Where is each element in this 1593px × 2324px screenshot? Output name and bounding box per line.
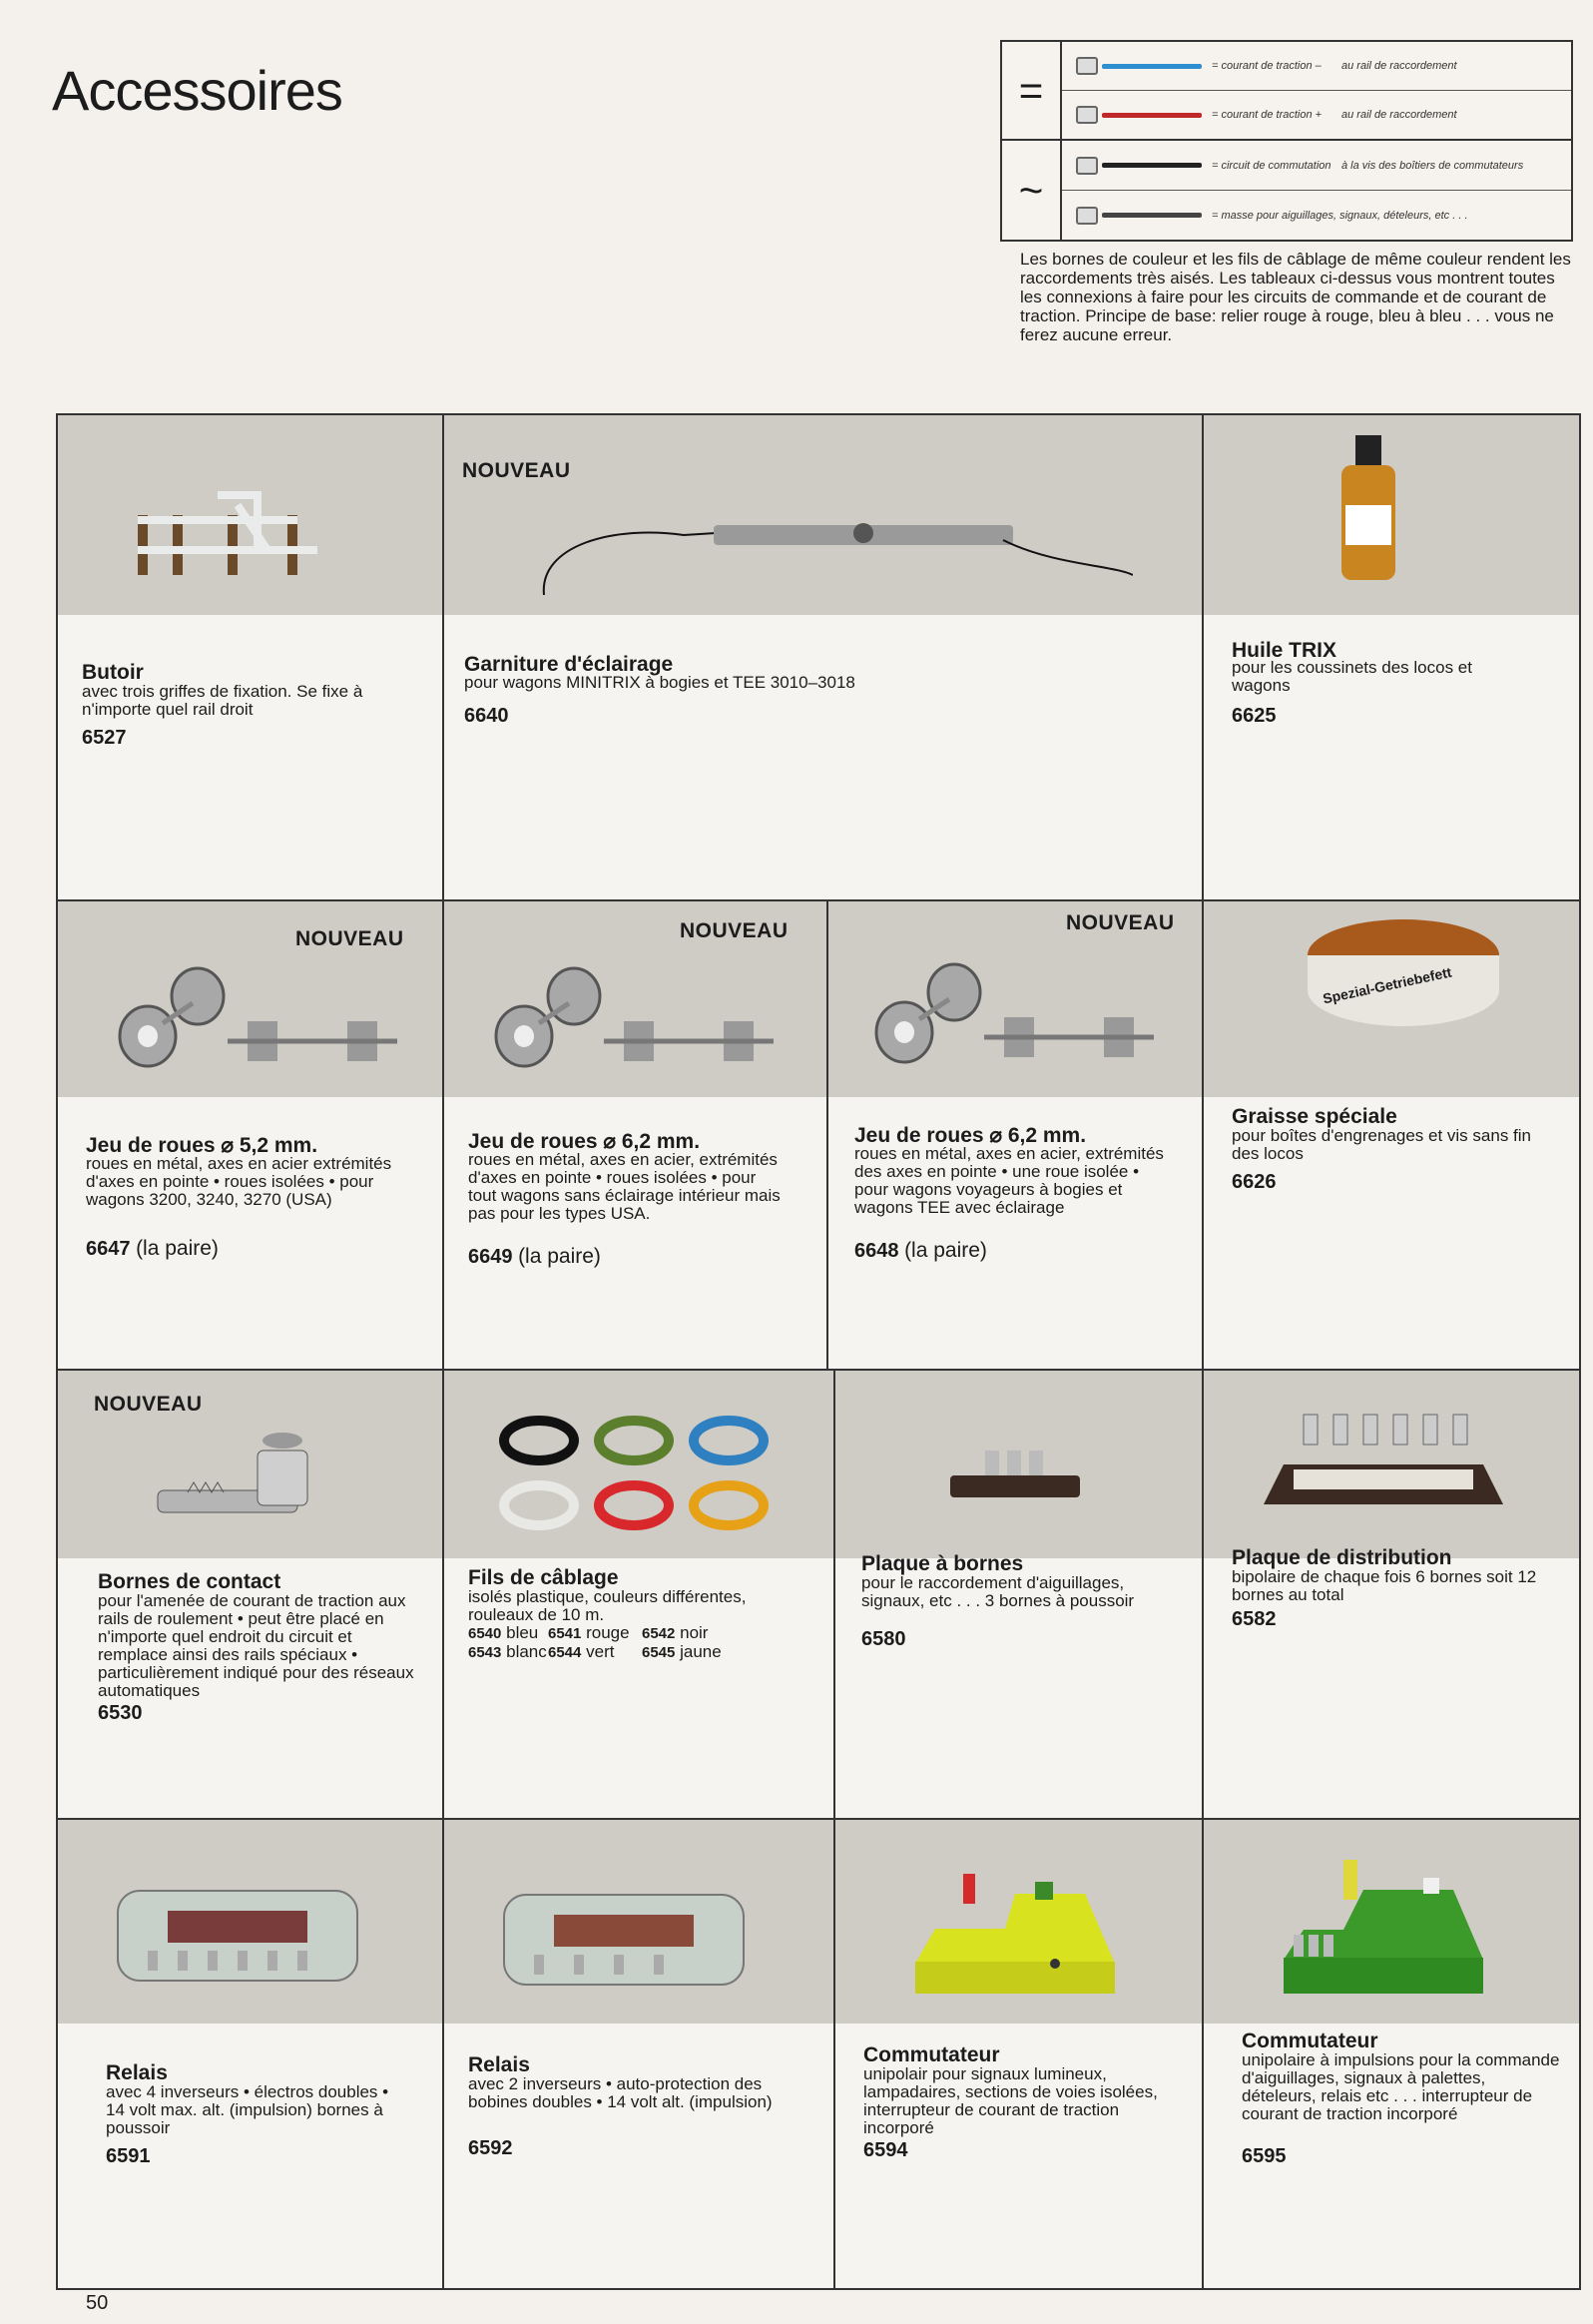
product-desc: pour boîtes d'engrenages et vis sans fin des locos <box>1232 1126 1531 1163</box>
product-desc: unipolair pour signaux lumineux, lampadaires, sections de voies isolées, interrupteur de courant de traction incorporé <box>863 2064 1158 2137</box>
product-desc: avec 2 inverseurs • auto-protection des bobines doubles • 14 volt alt. (impulsion) <box>468 2074 773 2111</box>
plug-icon <box>1076 57 1098 75</box>
product-desc: pour l'amenée de courant de traction aux rails de roulement • peut être placé en n'importe quel endroit du circuit et remplace ainsi des rails spéciaux • particulièrement indiqué pour des réseaux automatiques <box>98 1591 414 1700</box>
product-card-butoir <box>58 415 444 901</box>
product-desc: roues en métal, axes en acier, extrémités d'axes en pointe • roues isolées • pour tout wagons sans éclairage intérieur mais pas pour les types USA. <box>468 1150 781 1223</box>
product-desc: pour wagons MINITRIX à bogies et TEE 3010–3018 <box>464 673 855 692</box>
product-number: 6530 <box>98 1702 143 1724</box>
product-card-roues52 <box>58 901 444 1371</box>
product-number: 6625 <box>1232 705 1277 727</box>
product-title: Graisse spéciale <box>1232 1105 1397 1128</box>
legend-row: = courant de traction + au rail de raccordement <box>1062 90 1571 139</box>
product-number: 6591 <box>106 2145 151 2167</box>
product-desc: bipolaire de chaque fois 6 bornes soit 12 bornes au total <box>1232 1567 1537 1604</box>
product-title: Commutateur <box>1242 2030 1378 2052</box>
color-item: 6543 blanc <box>468 1642 547 1661</box>
page-title: Accessoires <box>52 59 342 122</box>
product-number: 6595 <box>1242 2145 1287 2167</box>
new-badge: NOUVEAU <box>94 1393 203 1416</box>
product-title: Bornes de contact <box>98 1570 281 1593</box>
product-title: Plaque de distribution <box>1232 1546 1452 1569</box>
product-number: 6527 <box>82 727 127 749</box>
color-item: 6541 rouge <box>548 1623 630 1642</box>
product-title: Plaque à bornes <box>861 1552 1024 1575</box>
legend-row: = circuit de commutation à la vis des boîtiers de commutateurs <box>1062 141 1571 190</box>
oil-bottle-image <box>1333 435 1403 585</box>
product-number: 6640 <box>464 705 509 727</box>
page-number: 50 <box>86 2292 109 2314</box>
terminal-plate-image <box>945 1431 1085 1510</box>
product-desc: pour les coussinets des locos et wagons <box>1232 658 1472 695</box>
new-badge: NOUVEAU <box>462 459 571 482</box>
dc-symbol: = <box>1002 42 1062 141</box>
color-item: 6545 jaune <box>642 1642 722 1661</box>
product-card-roues62b <box>828 901 1204 1371</box>
product-card-fils <box>444 1371 835 1820</box>
product-title: Relais <box>468 2053 530 2076</box>
product-number: 6594 <box>863 2139 908 2161</box>
product-title: Jeu de roues ⌀ 6,2 mm. <box>468 1130 701 1153</box>
relay-image <box>494 1870 754 2000</box>
product-title: Garniture d'éclairage <box>464 653 674 676</box>
product-desc: roues en métal, axes en acier extrémités d'axes en pointe • roues isolées • pour wagons 3200, 3240, 3270 (USA) <box>86 1154 392 1209</box>
product-card-commutateur-6594 <box>835 1820 1204 2288</box>
product-card-relais4 <box>58 1820 444 2288</box>
plug-icon <box>1076 207 1098 225</box>
product-card-huile <box>1204 415 1579 901</box>
color-item: 6544 vert <box>548 1642 615 1661</box>
wheelset-image <box>484 961 784 1071</box>
color-list <box>468 1624 722 1662</box>
plug-icon <box>1076 157 1098 175</box>
product-card-plaque-distribution <box>1204 1371 1579 1820</box>
product-title: Jeu de roues ⌀ 5,2 mm. <box>86 1134 318 1157</box>
distribution-plate-image <box>1264 1395 1503 1524</box>
tin-label: Spezial-Getriebefett <box>1321 963 1453 1007</box>
product-card-commutateur-6595 <box>1204 1820 1579 2288</box>
legend-row: = masse pour aiguillages, signaux, dételeurs, etc . . . <box>1062 190 1571 240</box>
product-desc: isolés plastique, couleurs différentes, rouleaux de 10 m. <box>468 1587 747 1624</box>
product-title: Fils de câblage <box>468 1566 619 1589</box>
new-badge: NOUVEAU <box>680 919 789 942</box>
plug-icon <box>1076 106 1098 124</box>
product-card-garniture <box>444 415 1204 901</box>
product-number: 6647 (la paire) <box>86 1237 219 1260</box>
contact-clip-image <box>148 1421 367 1540</box>
new-badge: NOUVEAU <box>1066 911 1175 934</box>
product-grid <box>56 413 1581 2290</box>
butoir-image <box>118 475 377 585</box>
new-badge: NOUVEAU <box>295 927 404 950</box>
wheelset-image <box>108 961 407 1071</box>
product-number: 6649 (la paire) <box>468 1245 601 1268</box>
color-item: 6540 bleu <box>468 1623 539 1642</box>
relay-image <box>108 1866 367 1996</box>
product-title: Huile TRIX <box>1232 639 1337 662</box>
product-number: 6582 <box>1232 1608 1277 1630</box>
product-title: Jeu de roues ⌀ 6,2 mm. <box>854 1124 1087 1147</box>
wheelset-image <box>864 957 1164 1067</box>
product-title: Butoir <box>82 661 144 684</box>
product-number: 6648 (la paire) <box>854 1239 987 1262</box>
product-desc: roues en métal, axes en acier, extrémités des axes en pointe • une roue isolée • pour wagons voyageurs à bogies et wagons TEE avec éclairage <box>854 1144 1164 1217</box>
product-number: 6580 <box>861 1628 906 1650</box>
product-desc: avec trois griffes de fixation. Se fixe à n'importe quel rail droit <box>82 682 363 719</box>
wiring-legend <box>1000 40 1573 242</box>
product-card-relais2 <box>444 1820 835 2288</box>
product-desc: avec 4 inverseurs • électros doubles • 14 volt max. alt. (impulsion) bornes à poussoir <box>106 2082 389 2137</box>
intro-text: Les bornes de couleur et les fils de câblage de même couleur rendent les raccordements très aisés. Les tableaux ci-dessus vous montrent toutes les connexions à faire pour les circuits de commande et de courant de traction. Principe de base: relier rouge à rouge, bleu à bleu . . . vous ne ferez aucune erreur. <box>1020 250 1571 344</box>
legend-row: = courant de traction – au rail de raccordement <box>1062 42 1571 90</box>
ac-symbol: ~ <box>1002 141 1062 240</box>
color-item: 6542 noir <box>642 1623 709 1642</box>
product-title: Commutateur <box>863 2043 1000 2066</box>
product-card-bornes <box>58 1371 444 1820</box>
switch-green-image <box>1274 1840 1493 2010</box>
lighting-kit-image <box>534 485 1133 595</box>
product-number: 6626 <box>1232 1171 1277 1193</box>
product-title: Relais <box>106 2061 168 2084</box>
switch-yellow-image <box>905 1854 1125 2004</box>
product-desc: pour le raccordement d'aiguillages, signaux, etc . . . 3 bornes à poussoir <box>861 1573 1135 1610</box>
product-number: 6592 <box>468 2137 513 2159</box>
product-desc: unipolaire à impulsions pour la commande d'aiguillages, signaux à palettes, dételeurs, relais etc . . . interrupteur de courant de traction incorporé <box>1242 2050 1560 2123</box>
product-card-plaque-bornes <box>835 1371 1204 1820</box>
product-card-roues62a <box>444 901 828 1371</box>
wire-rolls-image <box>494 1411 784 1540</box>
product-card-graisse <box>1204 901 1579 1371</box>
